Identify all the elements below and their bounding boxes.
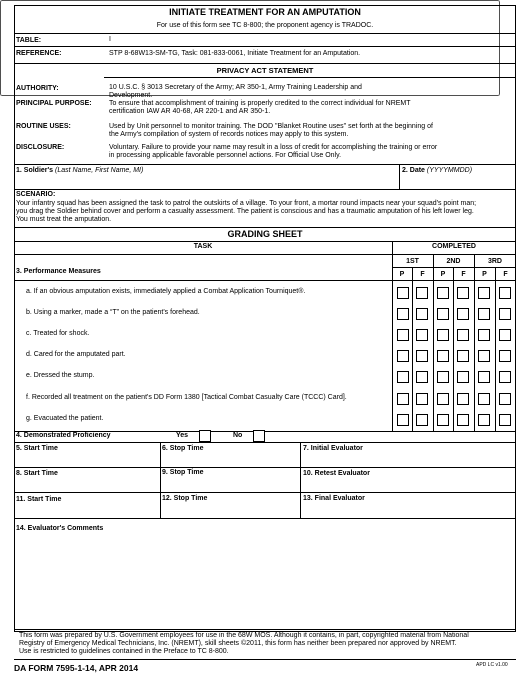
step-e-3rd-p-checkbox[interactable] [478, 371, 490, 383]
step-a-3rd-f-checkbox[interactable] [499, 287, 511, 299]
disclosure-text-1: Voluntary. Failure to provide your name may result in a loss of credit for accomplishing the training or error [109, 144, 438, 151]
start-time-8-input[interactable] [18, 480, 156, 489]
step-e-2nd-f-checkbox[interactable] [457, 371, 469, 383]
step-g-3rd-p-checkbox[interactable] [478, 414, 490, 426]
disclosure-text-2: in processing applicable favorable personnel actions. For Official Use Only. [109, 152, 342, 159]
step-e-1st-f-checkbox[interactable] [416, 371, 428, 383]
pass-header-2: P [440, 271, 446, 278]
step-a-1st-p-checkbox[interactable] [397, 287, 409, 299]
step-b: b. Using a marker, made a “T” on the patient's forehead. [26, 309, 200, 316]
routine-uses-label: ROUTINE USES: [16, 123, 71, 130]
step-g-2nd-p-checkbox[interactable] [437, 414, 449, 426]
step-c: c. Treated for shock. [26, 330, 90, 337]
step-b-2nd-f-checkbox[interactable] [457, 308, 469, 320]
attempt-3rd-header: 3RD [487, 258, 502, 265]
table-label: TABLE: [16, 37, 42, 44]
step-g-1st-f-checkbox[interactable] [416, 414, 428, 426]
proficiency-no-checkbox[interactable] [253, 430, 265, 442]
step-e-2nd-p-checkbox[interactable] [437, 371, 449, 383]
completed-header: COMPLETED [432, 243, 476, 250]
retest-evaluator-input[interactable] [305, 480, 511, 489]
step-c-3rd-f-checkbox[interactable] [499, 329, 511, 341]
soldier-name-input[interactable] [18, 177, 396, 187]
step-f-2nd-f-checkbox[interactable] [457, 393, 469, 405]
step-a-2nd-p-checkbox[interactable] [437, 287, 449, 299]
start-time-11-label: 11. Start Time [16, 496, 62, 503]
stop-time-6-label: 6. Stop Time [162, 445, 204, 452]
step-e-1st-p-checkbox[interactable] [397, 371, 409, 383]
stop-time-6-input[interactable] [164, 455, 296, 464]
authority-text-2: Development. [109, 92, 153, 99]
step-c-1st-f-checkbox[interactable] [416, 329, 428, 341]
attempt-2nd-header: 2ND [446, 258, 461, 265]
step-c-2nd-p-checkbox[interactable] [437, 329, 449, 341]
fail-header-1: F [420, 271, 425, 278]
step-g-1st-p-checkbox[interactable] [397, 414, 409, 426]
stop-time-9-input[interactable] [164, 480, 296, 489]
notice-text-1: This form was prepared by U.S. Government employees for use in the 68W MOS. Although it contains, in part, copyrighted material from National [19, 632, 469, 639]
reference-value: STP 8-68W13-SM-TG, Task: 081-833-0061, Initiate Treatment for an Amputation. [109, 50, 361, 57]
initial-evaluator-input[interactable] [305, 455, 511, 464]
step-f-3rd-p-checkbox[interactable] [478, 393, 490, 405]
date-label: 2. Date (YYYYMMDD) [402, 167, 473, 174]
reference-label: REFERENCE: [16, 50, 62, 57]
attempt-1st-header: 1ST [406, 258, 419, 265]
notice-text-3: Use is restricted to guidelines contained in the Preface to TC 8-800. [19, 648, 229, 655]
step-b-1st-p-checkbox[interactable] [397, 308, 409, 320]
scenario-text-2: you drag the Soldier behind cover and perform a casualty assessment. The patient is conscious and has a traumatic amputation of his left lower leg. [16, 208, 474, 215]
authority-text-1: 10 U.S.C. § 3013 Secretary of the Army; AR 350-1, Army Training Leadership and [109, 84, 362, 91]
task-header: TASK [193, 243, 213, 250]
initial-evaluator-label: 7. Initial Evaluator [303, 445, 363, 452]
step-f-2nd-p-checkbox[interactable] [437, 393, 449, 405]
step-d-3rd-f-checkbox[interactable] [499, 350, 511, 362]
step-g-3rd-f-checkbox[interactable] [499, 414, 511, 426]
step-g: g. Evacuated the patient. [26, 415, 104, 422]
step-b-3rd-p-checkbox[interactable] [478, 308, 490, 320]
stop-time-12-input[interactable] [164, 506, 296, 515]
form-subtitle: For use of this form see TC 8-800; the proponent agency is TRADOC. [156, 22, 374, 29]
table-value: I [109, 36, 111, 43]
step-e: e. Dressed the stump. [26, 372, 95, 379]
comments-label: 14. Evaluator's Comments [16, 525, 104, 532]
start-time-5-input[interactable] [18, 455, 156, 464]
start-time-8-label: 8. Start Time [16, 470, 58, 477]
step-f-1st-p-checkbox[interactable] [397, 393, 409, 405]
final-evaluator-input[interactable] [305, 506, 511, 515]
proficiency-label: 4. Demonstrated Proficiency [16, 432, 111, 439]
routine-uses-text-1: Used by Unit personnel to monitor training. The DOD "Blanket Routine uses" set forth at the beginning of [109, 123, 433, 130]
step-a: a. If an obvious amputation exists, immediately applied a Combat Application Tourniquet®. [26, 288, 306, 295]
step-a-3rd-p-checkbox[interactable] [478, 287, 490, 299]
purpose-text-1: To ensure that accomplishment of training is properly credited to the correct individual for NREMT [109, 100, 411, 107]
purpose-text-2: certification IAW AR 40-68, AR 220-1 and AR 350-1. [109, 108, 271, 115]
step-c-3rd-p-checkbox[interactable] [478, 329, 490, 341]
step-a-2nd-f-checkbox[interactable] [457, 287, 469, 299]
step-d-2nd-p-checkbox[interactable] [437, 350, 449, 362]
proficiency-yes-label: Yes [176, 432, 189, 439]
grading-sheet-title: GRADING SHEET [227, 229, 303, 239]
step-f-1st-f-checkbox[interactable] [416, 393, 428, 405]
fail-header-2: F [461, 271, 466, 278]
retest-evaluator-label: 10. Retest Evaluator [303, 470, 370, 477]
final-evaluator-label: 13. Final Evaluator [303, 495, 365, 502]
notice-text-2: Registry of Emergency Medical Technicians, Inc. (NREMT), skill sheets ©2011, this form has neither been prepared nor approved by NREMT. [19, 640, 457, 647]
step-c-1st-p-checkbox[interactable] [397, 329, 409, 341]
purpose-label: PRINCIPAL PURPOSE: [16, 100, 92, 107]
stop-time-12-label: 12. Stop Time [162, 495, 208, 502]
fail-header-3: F [503, 271, 508, 278]
routine-uses-text-2: the Army's compilation of system of records notices may apply to this system. [109, 131, 349, 138]
authority-label: AUTHORITY: [16, 85, 59, 92]
form-title: INITIATE TREATMENT FOR AN AMPUTATION [169, 7, 361, 17]
step-b-2nd-p-checkbox[interactable] [437, 308, 449, 320]
disclosure-label: DISCLOSURE: [16, 144, 65, 151]
proficiency-yes-checkbox[interactable] [199, 430, 211, 442]
start-time-11-input[interactable] [18, 506, 156, 515]
performance-measures-label: 3. Performance Measures [16, 268, 101, 275]
step-d: d. Cared for the amputated part. [26, 351, 126, 358]
step-e-3rd-f-checkbox[interactable] [499, 371, 511, 383]
step-f-3rd-f-checkbox[interactable] [499, 393, 511, 405]
step-b-3rd-f-checkbox[interactable] [499, 308, 511, 320]
scenario-text-1: Your infantry squad has been assigned the task to patrol the outskirts of a village. To your front, a mortar round impacts near your squad's point man; [16, 200, 477, 207]
step-b-1st-f-checkbox[interactable] [416, 308, 428, 320]
soldier-label: 1. Soldier's (Last Name, First Name, MI) [16, 167, 144, 174]
date-input[interactable] [403, 177, 511, 187]
step-f: f. Recorded all treatment on the patient's DD Form 1380 [Tactical Combat Casualty Care (TCCC) Card]. [26, 394, 347, 401]
step-c-2nd-f-checkbox[interactable] [457, 329, 469, 341]
step-d-1st-f-checkbox[interactable] [416, 350, 428, 362]
privacy-heading: PRIVACY ACT STATEMENT [216, 66, 314, 75]
form-version: APD LC v1.00 [476, 662, 508, 668]
step-g-2nd-f-checkbox[interactable] [457, 414, 469, 426]
pass-header-1: P [399, 271, 405, 278]
stop-time-9-label: 9. Stop Time [162, 469, 204, 476]
step-d-2nd-f-checkbox[interactable] [457, 350, 469, 362]
start-time-5-label: 5. Start Time [16, 445, 58, 452]
proficiency-no-label: No [233, 432, 243, 439]
scenario-text-3: You must treat the amputation. [16, 216, 112, 223]
step-d-3rd-p-checkbox[interactable] [478, 350, 490, 362]
scenario-label: SCENARIO: [16, 191, 56, 198]
form-number: DA FORM 7595-1-14, APR 2014 [14, 663, 139, 673]
pass-header-3: P [482, 271, 487, 278]
step-a-1st-f-checkbox[interactable] [416, 287, 428, 299]
step-d-1st-p-checkbox[interactable] [397, 350, 409, 362]
